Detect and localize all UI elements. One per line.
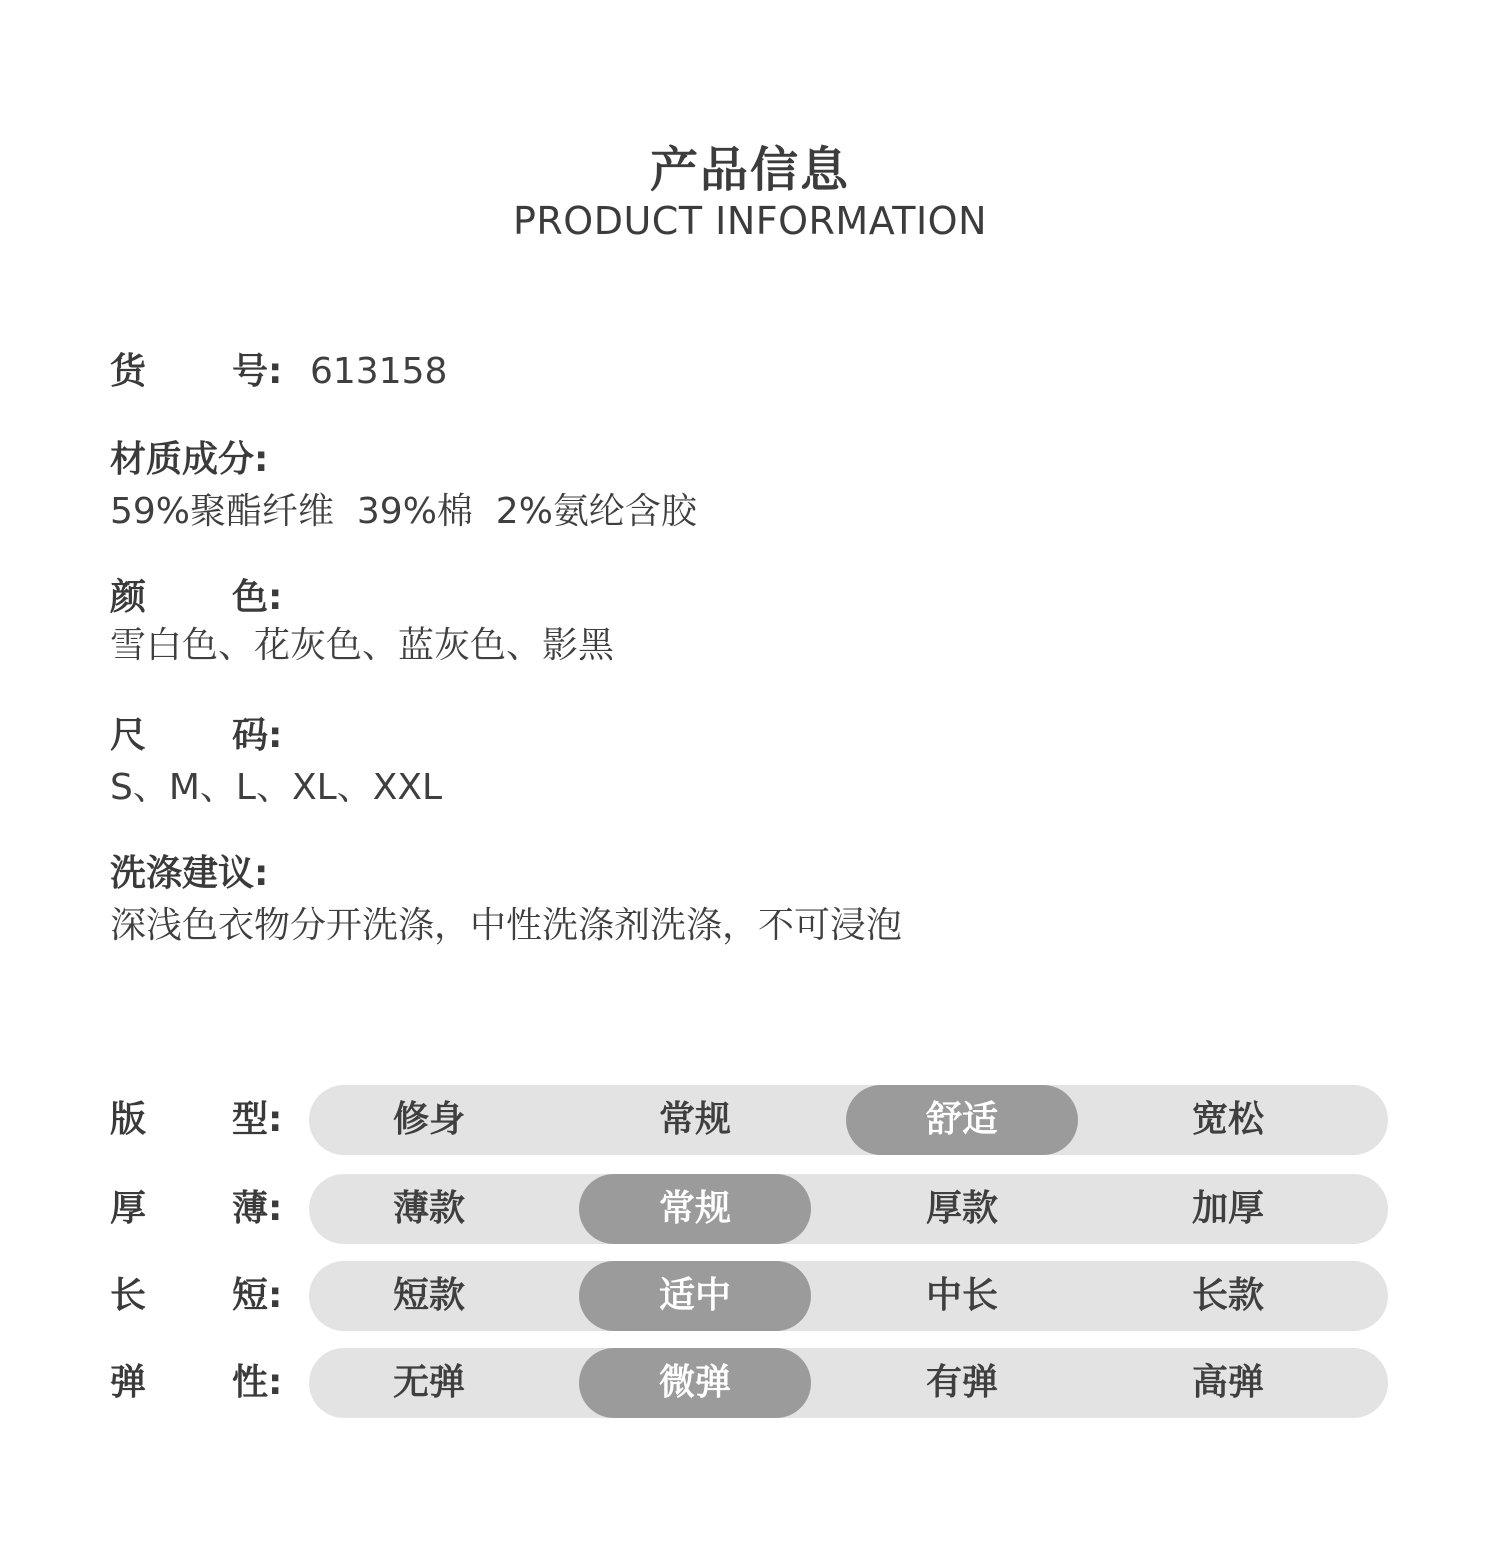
elasticity-label-char2: 性: [232, 1362, 283, 1403]
thickness-row [110, 1174, 1388, 1244]
elasticity-option: 高弹 [1191, 1362, 1264, 1403]
thickness-label-char2: 薄: [232, 1188, 283, 1229]
item-number-label-char1: 货 [110, 351, 147, 392]
elasticity-option: 无弹 [392, 1362, 465, 1403]
fit-label-char1: 版 [110, 1099, 147, 1140]
wash-section [110, 850, 902, 950]
fit-option: 修身 [392, 1099, 465, 1140]
page-title: 产品信息 [649, 142, 850, 198]
length-label-char2: 短: [232, 1275, 283, 1316]
wash-value: 深浅色衣物分开洗涤，中性洗涤剂洗涤，不可浸泡 [110, 905, 903, 946]
thickness-label-char1: 厚 [110, 1188, 147, 1229]
thickness-option: 厚款 [925, 1188, 998, 1229]
item-number-label-char2: 号: [232, 351, 283, 392]
length-option: 短款 [392, 1275, 465, 1316]
color-label-char1: 颜 [110, 577, 147, 618]
elasticity-row [110, 1348, 1388, 1418]
thickness-option: 薄款 [392, 1188, 465, 1229]
thickness-option: 常规 [579, 1174, 811, 1244]
size-label-char2: 码: [232, 715, 283, 756]
wash-label: 洗涤建议: [110, 853, 269, 894]
elasticity-label-char1: 弹 [110, 1362, 147, 1403]
elasticity-scale [309, 1348, 1388, 1418]
fit-option: 常规 [658, 1099, 731, 1140]
material-value: 59%聚酯纤维 39%棉 2%氨纶含胶 [110, 491, 697, 532]
color-section [110, 574, 614, 670]
fit-label-char2: 型: [232, 1099, 283, 1140]
thickness-scale [309, 1174, 1388, 1244]
item-number-value: 613158 [310, 351, 448, 392]
length-label-char1: 长 [110, 1275, 147, 1316]
color-label-char2: 色: [232, 577, 283, 618]
size-section [110, 712, 442, 812]
size-value: S、M、L、XL、XXL [110, 767, 443, 808]
size-label-char1: 尺 [110, 715, 147, 756]
page-subtitle: PRODUCT INFORMATION [512, 199, 988, 243]
length-scale [309, 1261, 1388, 1331]
item-number-label [110, 348, 290, 396]
elasticity-option: 有弹 [925, 1362, 998, 1403]
length-option: 中长 [925, 1275, 998, 1316]
material-section [110, 436, 697, 536]
fit-option: 舒适 [846, 1085, 1078, 1155]
material-label: 材质成分: [110, 439, 269, 480]
size-label [110, 712, 290, 760]
thickness-option: 加厚 [1191, 1188, 1264, 1229]
length-row [110, 1261, 1388, 1331]
length-label [110, 1261, 300, 1331]
length-option: 适中 [579, 1261, 811, 1331]
thickness-label [110, 1174, 300, 1244]
fit-option: 宽松 [1191, 1099, 1264, 1140]
fit-label [110, 1085, 300, 1155]
elasticity-label [110, 1348, 300, 1418]
fit-row [110, 1085, 1388, 1155]
elasticity-option: 微弹 [579, 1348, 811, 1418]
color-label [110, 574, 290, 622]
length-option: 长款 [1191, 1275, 1264, 1316]
color-value: 雪白色、花灰色、蓝灰色、影黑 [110, 625, 615, 666]
item-number-row [110, 348, 447, 396]
fit-scale [309, 1085, 1388, 1155]
